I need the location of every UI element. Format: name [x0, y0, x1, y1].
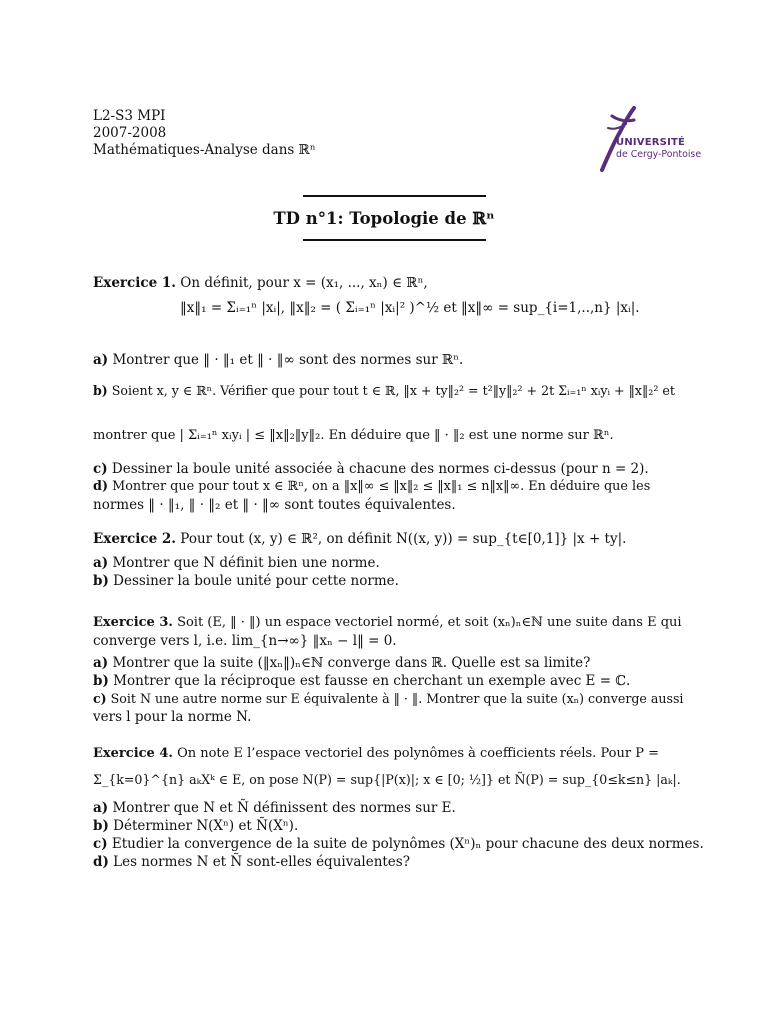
part-label: d) [93, 854, 109, 870]
exercise-3-intro-line2: converge vers l, i.e. lim_{n→∞} ‖xₙ − l‖ = 0. [93, 633, 397, 649]
part-label: a) [93, 555, 109, 571]
exercise-4-intro-line2: Σ_{k=0}^{n} aₖXᵏ ∈ E, on pose N(P) = sup{|P(x)|; x ∈ [0; ½]} et Ñ(P) = sup_{0≤k≤n} |aₖ|. [93, 772, 681, 787]
exercise-3-part-a: Montrer que la suite (‖xₙ‖)ₙ∈ℕ converge dans ℝ. Quelle est sa limite? [112, 655, 591, 671]
part-label: c) [93, 461, 108, 477]
part-label: d) [93, 479, 109, 494]
exercise-1-intro: On définit, pour x = (x₁, ..., xₙ) ∈ ℝⁿ, [180, 275, 428, 291]
part-label: b) [93, 573, 109, 589]
exercise-1-part-a: Montrer que ‖ · ‖₁ et ‖ · ‖∞ sont des normes sur ℝⁿ. [112, 352, 464, 368]
exercise-1-heading: Exercice 1. [93, 275, 176, 291]
exercise-3-part-c-line1: Soit N une autre norme sur E équivalente à ‖ · ‖. Montrer que la suite (xₙ) converge aussi [110, 691, 684, 706]
part-label: c) [93, 836, 108, 852]
exercise-1-part-c: Dessiner la boule unité associée à chacune des normes ci-dessus (pour n = 2). [111, 461, 649, 477]
exercise-1-part-b-line1: Soient x, y ∈ ℝⁿ. Vérifier que pour tout t ∈ ℝ, ‖x + ty‖₂² = t²‖y‖₂² + 2t Σᵢ₌₁ⁿ xᵢyᵢ + ‖x‖₂² et [111, 383, 675, 398]
exercise-4-part-a: Montrer que N et Ñ définissent des normes sur E. [112, 800, 456, 816]
exercise-2-heading: Exercice 2. [93, 531, 176, 547]
exercise-3-part-b: Montrer que la réciproque est fausse en cherchant un exemple avec E = ℂ. [113, 673, 631, 689]
exercise-1-part-b-cont [93, 427, 698, 445]
exercise-1-part-b [93, 382, 698, 400]
exercise-1-part-d-line2: normes ‖ · ‖₁, ‖ · ‖₂ et ‖ · ‖∞ sont toutes équivalentes. [93, 497, 456, 513]
exercise-3-part-c-line2: vers l pour la norme N. [93, 709, 252, 725]
exercise-1-part-b-line2: montrer que | Σᵢ₌₁ⁿ xᵢyᵢ | ≤ ‖x‖₂‖y‖₂. En déduire que ‖ · ‖₂ est une norme sur ℝⁿ. [93, 428, 614, 443]
logo-university: UNIVERSITÉ [616, 137, 686, 148]
exercise-2 [93, 530, 698, 590]
part-label: b) [93, 383, 108, 398]
part-label: a) [93, 352, 109, 368]
exercise-4-part-d: Les normes N et Ñ sont-elles équivalentes? [113, 854, 410, 870]
exercise-1-parts-cd [93, 460, 698, 514]
exercise-2-intro: Pour tout (x, y) ∈ ℝ², on définit N((x, y)) = sup_{t∈[0,1]} |x + ty|. [180, 531, 627, 547]
course-header [93, 108, 316, 159]
exercise-3-heading: Exercice 3. [93, 615, 173, 630]
exercise-1-parts [93, 351, 698, 371]
course-level: L2-S3 MPI [93, 108, 166, 124]
university-logo [598, 106, 708, 172]
exercise-2-part-a: Montrer que N définit bien une norme. [112, 555, 380, 571]
part-label: c) [93, 691, 107, 706]
part-label: b) [93, 673, 109, 689]
part-label: b) [93, 818, 109, 834]
exercise-4 [93, 745, 704, 871]
logo-university-name: de Cergy-Pontoise [616, 149, 702, 160]
title-rule-bottom [303, 239, 486, 241]
exercise-4-part-b: Déterminer N(Xⁿ) et Ñ(Xⁿ). [113, 818, 299, 834]
exercise-3 [93, 614, 698, 726]
course-name: Mathématiques-Analyse dans ℝⁿ [93, 142, 316, 158]
exercise-1-part-d-line1: Montrer que pour tout x ∈ ℝⁿ, on a ‖x‖∞ ≤ ‖x‖₂ ≤ ‖x‖₁ ≤ n‖x‖∞. En déduire que les [112, 479, 651, 494]
exercise-2-part-b: Dessiner la boule unité pour cette norme. [113, 573, 399, 589]
exercise-4-intro-line1: On note E l’espace vectoriel des polynômes à coefficients réels. Pour P = [177, 746, 659, 761]
exercise-1-norms-formula: ‖x‖₁ = Σᵢ₌₁ⁿ |xᵢ|, ‖x‖₂ = ( Σᵢ₌₁ⁿ |xᵢ|² )^½ et ‖x‖∞ = sup_{i=1,..,n} |xᵢ|. [180, 300, 640, 316]
exercise-4-heading: Exercice 4. [93, 746, 173, 761]
academic-year: 2007-2008 [93, 125, 167, 141]
part-label: a) [93, 655, 109, 671]
page-title: TD n°1: Topologie de ℝⁿ [273, 209, 495, 228]
part-label: a) [93, 800, 109, 816]
exercise-1 [93, 274, 698, 292]
title-rule-top [303, 195, 486, 197]
exercise-3-intro-line1: Soit (E, ‖ · ‖) un espace vectoriel normé, et soit (xₙ)ₙ∈ℕ une suite dans E qui [177, 615, 682, 630]
exercise-4-part-c: Etudier la convergence de la suite de polynômes (Xⁿ)ₙ pour chacune des deux normes. [111, 836, 704, 852]
